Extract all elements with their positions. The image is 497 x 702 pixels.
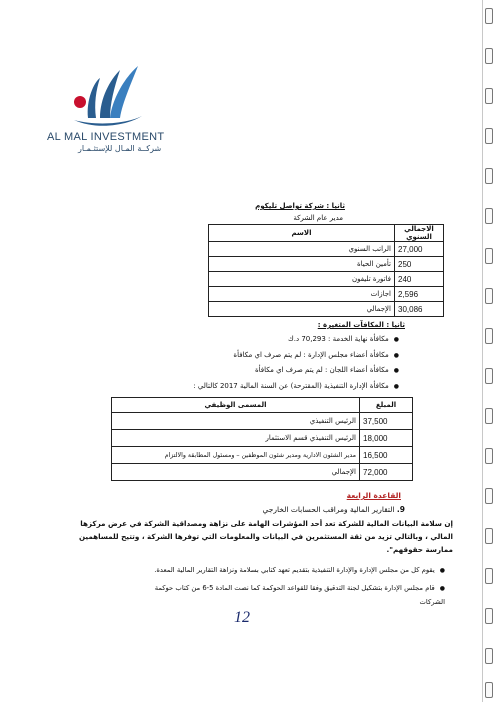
paragraph-line: ممارسة حقوقهم". [386, 545, 453, 554]
label-cell: الرئيس التنفيذي قسم الاستثمار [112, 430, 360, 447]
label-cell: فاتورة تليفون [209, 272, 395, 287]
value-cell: 250 [395, 257, 444, 272]
logo-arabic-text: شركــة المـال للإستثـمـار [78, 144, 162, 153]
binder-hole [485, 288, 493, 304]
salary-table [208, 224, 444, 317]
value-cell: 37,500 [360, 413, 413, 430]
rule-paragraph [43, 517, 453, 556]
value-cell: 240 [395, 272, 444, 287]
total-value-cell: 30,086 [395, 302, 444, 317]
table-row [209, 287, 444, 302]
binder-hole [485, 88, 493, 104]
rule-title: القاعدة الرابعة [346, 491, 401, 500]
binder-hole [485, 168, 493, 184]
binder-hole [485, 568, 493, 584]
binder-hole [485, 248, 493, 264]
binder-hole [485, 682, 493, 698]
binder-hole [485, 8, 493, 24]
table-row [209, 257, 444, 272]
rule-bullet: ● قام مجلس الإدارة بتشكيل لجنة التدقيق وفقا للقواعد الحوكمة كما نصت المادة 5-6 من كتاب حوكمة [155, 584, 445, 592]
total-label-cell: الإجمالي [112, 464, 360, 481]
table-header-row [112, 398, 413, 413]
paragraph-line: المالي ، وبالتالي تزيد من ثقة المستثمرين في البيانات والمعلومات التي توفرها الشركة ، وتتيح للمساهمين [78, 532, 453, 541]
label-cell: الراتب السنوي [209, 242, 395, 257]
table-row [112, 447, 413, 464]
binder-hole [485, 128, 493, 144]
binder-hole [485, 48, 493, 64]
company-logo-icon [66, 60, 146, 130]
value-cell: 16,500 [360, 447, 413, 464]
rule-heading [262, 505, 405, 514]
binder-hole [485, 488, 493, 504]
binder-hole [485, 528, 493, 544]
binder-hole [485, 608, 493, 624]
table-row [112, 413, 413, 430]
header-cell: الاسم [209, 225, 395, 242]
rule-bullet-continuation: الشركات [419, 598, 445, 606]
total-value-cell: 72,000 [360, 464, 413, 481]
table-total-row [209, 302, 444, 317]
binder-hole [485, 328, 493, 344]
table-total-row [112, 464, 413, 481]
section-title: ثانيا : شركة تواصل تليكوم [255, 202, 345, 210]
rewards-title: ثانيا : المكافآت المتغيرة : [317, 321, 405, 329]
label-cell: اجازات [209, 287, 395, 302]
value-cell: 27,000 [395, 242, 444, 257]
binder-hole [485, 448, 493, 464]
binder-hole [485, 408, 493, 424]
label-cell: الرئيس التنفيذي [112, 413, 360, 430]
section-subtitle: مدير عام الشركة [293, 214, 343, 222]
label-cell: تأمين الحياة [209, 257, 395, 272]
table-row [112, 430, 413, 447]
header-cell: الاجمالي السنوي [395, 225, 444, 242]
rule-heading-number: 9. [396, 505, 405, 514]
binder-hole [485, 208, 493, 224]
table-row [209, 242, 444, 257]
label-cell: مدير الشئون الادارية ومدير شئون الموظفين – ومسئول المطابقة والالتزام [112, 447, 360, 464]
table-row [209, 272, 444, 287]
reward-item: ● مكافأة الإدارة التنفيذية (المقترحة) عن السنة المالية 2017 كالتالي : [193, 382, 399, 390]
rule-bullet: ● يقوم كل من مجلس الإدارة والإدارة التنفيذية بتقديم تعهد كتابي بسلامة ونزاهة التقارير المالية المعدة. [154, 566, 445, 574]
rule-heading-text: التقارير المالية ومراقب الحسابات الخارجي [262, 505, 395, 514]
executive-rewards-table [111, 397, 413, 481]
header-cell: المسمى الوظيفي [112, 398, 360, 413]
header-cell: المبلغ [360, 398, 413, 413]
page-number: 12 [234, 609, 250, 626]
page-edge-line [482, 0, 483, 702]
table-header-row [209, 225, 444, 242]
binder-hole [485, 648, 493, 664]
value-cell: 2,596 [395, 287, 444, 302]
reward-item: ● مكافأة أعضاء مجلس الإدارة : لم يتم صرف اي مكافأة [233, 351, 399, 359]
logo-brand-text: AL MAL INVESTMENT [47, 131, 165, 143]
total-label-cell: الإجمالي [209, 302, 395, 317]
reward-item: ● مكافأة نهاية الخدمة : 70,293 د.ك [288, 335, 399, 343]
paragraph-line: إن سلامة البيانات المالية للشركة تعد أحد المؤشرات الهامة على نزاهة ومصداقية الشركة في عرض مركزها [80, 519, 453, 528]
reward-item: ● مكافأة أعضاء اللجان : لم يتم صرف اي مكافأة [255, 366, 399, 374]
value-cell: 18,000 [360, 430, 413, 447]
binder-hole [485, 368, 493, 384]
